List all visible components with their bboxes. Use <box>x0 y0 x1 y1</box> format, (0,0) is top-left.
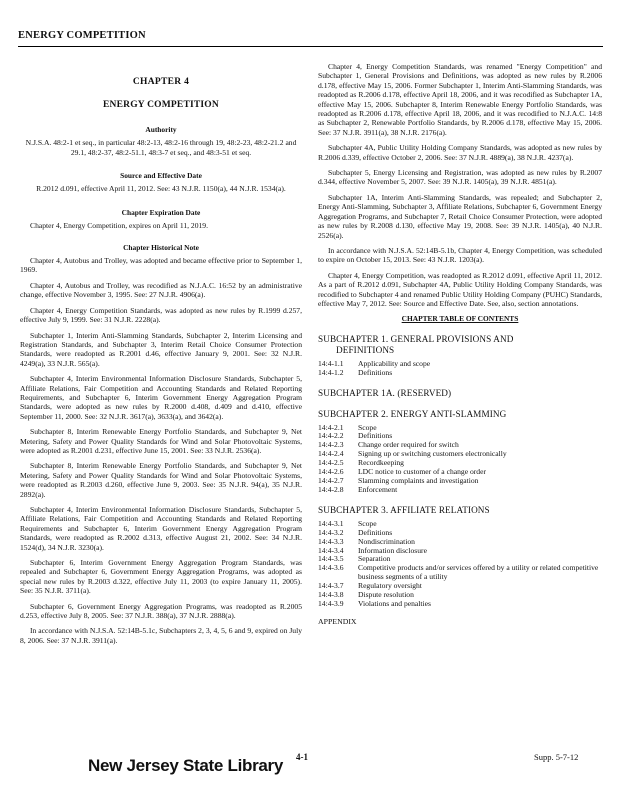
paragraph: Subchapter 4, Interim Environmental Information Disclosure Standards, Subchapter 5, Affiliate Relations, Fair Competition and Accounting Standards and Related Reporting Requirements, and Subchapter 6, Interim Government Energy Aggregation Program Standards, were adopted as new rules by R.2000 d.408, d.409 and d.410, effective September 11, 2000. See: 32 N.J.R. 3617(a), 3633(a), and 3642(a). <box>20 374 302 421</box>
section-number: 14:4-2.3 <box>318 440 344 450</box>
expiration-text: Chapter 4, Energy Competition, expires on April 11, 2019. <box>30 221 209 231</box>
expiration-heading: Chapter Expiration Date <box>121 207 201 217</box>
toc-entry <box>318 486 602 495</box>
paragraph: Subchapter 8, Interim Renewable Energy Portfolio Standards, and Subchapter 9, Net Metering, Safety and Power Quality Standards for Wind and Solar Photovoltaic Systems, were readopted as R.2003 d.260, effective June 9, 2003. See: 35 N.J.R. 94(a), 35 N.J.R. 2892(a). <box>20 461 302 499</box>
section-number: 14:4-2.7 <box>318 476 344 485</box>
source-text: R.2012 d.091, effective April 11, 2012. See: 43 N.J.R. 1150(a), 44 N.J.R. 1534(a). <box>36 184 286 194</box>
section-title: Regulatory oversight <box>358 581 422 591</box>
page-number: 4-1 <box>296 752 308 762</box>
subchapter-3-sections <box>318 520 602 609</box>
section-number: 14:4-3.7 <box>318 581 344 591</box>
subchapter-1a-heading: SUBCHAPTER 1A. (RESERVED) <box>318 387 452 398</box>
section-title: Change order required for switch <box>358 440 459 450</box>
section-number: 14:4-3.1 <box>318 518 344 528</box>
history-paragraphs-continued <box>318 62 602 308</box>
subchapter-3-heading: SUBCHAPTER 3. AFFILIATE RELATIONS <box>318 504 490 515</box>
paragraph: Subchapter 6, Government Energy Aggregation Programs, was readopted as R.2005 d.253, effective July 8, 2005. See: 37 N.J.R. 388(a), 37 N.J.R. 2888(a). <box>20 601 302 621</box>
subchapter-1-heading <box>318 334 602 356</box>
paragraph: In accordance with N.J.S.A. 52:14B-5.1b, Chapter 4, Energy Competition, was scheduled to expire on October 15, 2013. See: 43 N.J.R. 1203(a). <box>318 245 602 265</box>
paragraph: Subchapter 4, Interim Environmental Information Disclosure Standards, Subchapter 5, Affiliate Relations, Fair Competition and Accounting Standards and Related Reporting Requirements and Subchapter 6, Interim Government Energy Aggregation Program Standards, were readopted as R.2002 d.313, effective August 21, 2002. See: 34 N.J.R. 1524(d), 34 N.J.R. 3230(a). <box>20 505 302 552</box>
paragraph: Subchapter 8, Interim Renewable Energy Portfolio Standards, and Subchapter 9, Net Metering, Safety and Power Quality Standards for Wind and Solar Photovoltaic Systems, were adopted as R.2001 d.231, effective June 15, 2001. See: 33 N.J.R. 2536(a). <box>20 427 302 455</box>
section-title: Dispute resolution <box>358 590 414 600</box>
section-number: 14:4-3.9 <box>318 598 344 608</box>
paragraph: Chapter 4, Energy Competition Standards, was adopted as new rules by R.1999 d.257, effective July 9, 1999. See: 31 N.J.R. 2228(a). <box>20 305 302 325</box>
section-number: 14:4-2.4 <box>318 449 344 459</box>
paragraph: Chapter 4, Autobus and Trolley, was adopted and became effective prior to September 1, 1969. <box>20 256 302 275</box>
section-title: Nondiscrimination <box>358 536 415 546</box>
paragraph: In accordance with N.J.S.A. 52:14B-5.1c, Subchapters 2, 3, 4, 5, 6 and 9, expired on July 8, 2006. See: 37 N.J.R. 3911(a). <box>20 626 302 645</box>
section-title: Definitions <box>358 527 393 537</box>
library-watermark: New Jersey State Library <box>88 756 284 775</box>
paragraph: Subchapter 4A, Public Utility Holding Company Standards, was adopted as new rules by R.2006 d.339, effective October 2, 2006. See: 37 N.J.R. 4889(a), 38 N.J.R. 4237(a). <box>318 143 602 162</box>
section-number: 14:4-3.2 <box>318 527 344 537</box>
paragraph: Chapter 4, Energy Competition, was readopted as R.2012 d.091, effective April 11, 2012. As a part of R.2012 d.091, Subchapter 4A, Public Utility Holding Company Standards, was recodified to Subchapter 4 and renamed Public Utility Holding Company (PUHC) Standards, effective May 7, 2012. See: Source and Effective Date. See, also, section annotations. <box>318 270 602 308</box>
toc-heading: CHAPTER TABLE OF CONTENTS <box>401 314 519 324</box>
header-rule <box>18 46 603 47</box>
section-title: Recordkeeping <box>358 458 404 468</box>
subchapter-1-title: SUBCHAPTER 1. GENERAL PROVISIONS AND <box>318 333 514 344</box>
paragraph: Subchapter 1, Interim Anti-Slamming Standards, Subchapter 2, Interim Licensing and Registration Standards, and Subchapter 3, Interim Retail Choice Consumer Protection Standards, were readopted as R.2001 d.46, effective January 9, 2001. See: 32 N.J.R. 4249(a), 33 N.J.R. 565(a). <box>20 330 302 368</box>
appendix-heading: APPENDIX <box>318 616 357 626</box>
section-number: 14:4-3.5 <box>318 554 344 564</box>
section-number: 14:4-3.3 <box>318 536 344 546</box>
history-heading: Chapter Historical Note <box>123 242 199 252</box>
section-number: 14:4-2.1 <box>318 422 344 432</box>
supplement-date: Supp. 5-7-12 <box>534 752 579 762</box>
subchapter-1-sections <box>318 360 602 378</box>
section-number: 14:4-3.4 <box>318 545 344 555</box>
section-number: 14:4-3.8 <box>318 590 344 600</box>
section-title: Signing up or switching customers electronically <box>358 449 507 459</box>
running-head: ENERGY COMPETITION <box>18 30 146 41</box>
section-number: 14:4-2.2 <box>318 431 344 441</box>
section-number: 14:4-1.1 <box>318 358 344 368</box>
left-column <box>20 62 302 651</box>
section-title: Enforcement <box>358 484 398 494</box>
right-column <box>318 62 602 626</box>
section-title: LDC notice to customer of a change order <box>358 467 486 477</box>
section-title: Separation <box>358 554 391 564</box>
section-title: Scope <box>358 422 377 432</box>
section-title: Information disclosure <box>358 545 427 555</box>
paragraph: Chapter 4, Energy Competition Standards, was renamed "Energy Competition" and Subchapter 1, General Provisions and Definitions, was adopted as new rules by R.2006 d.178, effective May 15, 2006. Former Subchapter 1, Interim Anti-Slamming Standards, was readopted as R.2006 d.178, effective April 18, 2006, and it was recodified as Subchapter 1A, effective May 15, 2006. Subchapter 8, Interim Renewable Energy Portfolio Standards, was readopted as R.2006 d.178, effective April 18, 2006, and it was recodified to N.J.A.C. 14:8 as Subchapter 2, Renewable Portfolio Standards, by R.2006 d.178, effective May 15, 2006. See: 37 N.J.R. 3911(a), 38 N.J.R. 2176(a). <box>318 62 602 137</box>
section-title: Definitions <box>358 367 393 377</box>
chapter-number: CHAPTER 4 <box>132 77 190 87</box>
section-number: 14:4-2.6 <box>318 467 344 477</box>
chapter-title: ENERGY COMPETITION <box>103 100 219 111</box>
source-heading: Source and Effective Date <box>120 171 202 181</box>
section-title: Slamming complaints and investigation <box>358 476 479 485</box>
paragraph: Chapter 4, Autobus and Trolley, was recodified as N.J.A.C. 16:52 by an administrative change, effective November 3, 1995. See: 27 N.J.R. 4906(a). <box>20 280 302 300</box>
paragraph: Subchapter 6, Interim Government Energy Aggregation Program Standards, was repealed and Subchapter 6, Government Energy Aggregation Programs, was adopted as special new rules by R.2003 d.322, effective July 11, 2003 (to expire January 11, 2005). See: 35 N.J.R. 3711(a). <box>20 558 302 596</box>
toc-entry <box>318 369 602 378</box>
paragraph: Subchapter 5, Energy Licensing and Registration, was adopted as new rules by R.2007 d.344, effective November 5, 2007. See: 39 N.J.R. 1405(a), 39 N.J.R. 4851(a). <box>318 168 602 187</box>
history-paragraphs <box>20 256 302 645</box>
subchapter-1-title-cont: DEFINITIONS <box>336 344 395 355</box>
section-number: 14:4-2.8 <box>318 484 344 494</box>
section-title: Violations and penalties <box>358 598 431 608</box>
section-title: Definitions <box>358 431 393 441</box>
section-number: 14:4-2.5 <box>318 458 344 468</box>
subchapter-2-sections <box>318 424 602 495</box>
section-title: Competitive products and/or services offered by a utility or related competitive business segments of a utility <box>358 563 599 582</box>
toc-entry <box>318 564 602 582</box>
section-title: Scope <box>358 518 377 528</box>
section-number: 14:4-1.2 <box>318 367 344 377</box>
section-title: Applicability and scope <box>358 358 431 368</box>
paragraph: Subchapter 1A, Interim Anti-Slamming Standards, was repealed; and Subchapter 2, Energy Anti-Slamming, Subchapter 3, Affiliate Relations, Subchapter 6, Government Energy Aggregation Programs, and Subchapter 7, Retail Choice Consumer Protection, were adopted as new rules by R.2008 d.130, effective May 19, 2008. See: 39 N.J.R. 1405(a), 40 N.J.R. 2526(a). <box>318 192 602 240</box>
toc-entry <box>318 600 602 609</box>
authority-heading: Authority <box>145 124 177 134</box>
section-number: 14:4-3.6 <box>318 563 344 573</box>
subchapter-2-heading: SUBCHAPTER 2. ENERGY ANTI-SLAMMING <box>318 408 507 419</box>
authority-text: N.J.S.A. 48:2-1 et seq., in particular 48:2-13, 48:2-16 through 19, 48:2-23, 48:2-21.2 and 29.1, 48:2-37, 48:2-51.1, 48:3-7 et seq., and 48:3-51 et seq. <box>25 138 297 157</box>
